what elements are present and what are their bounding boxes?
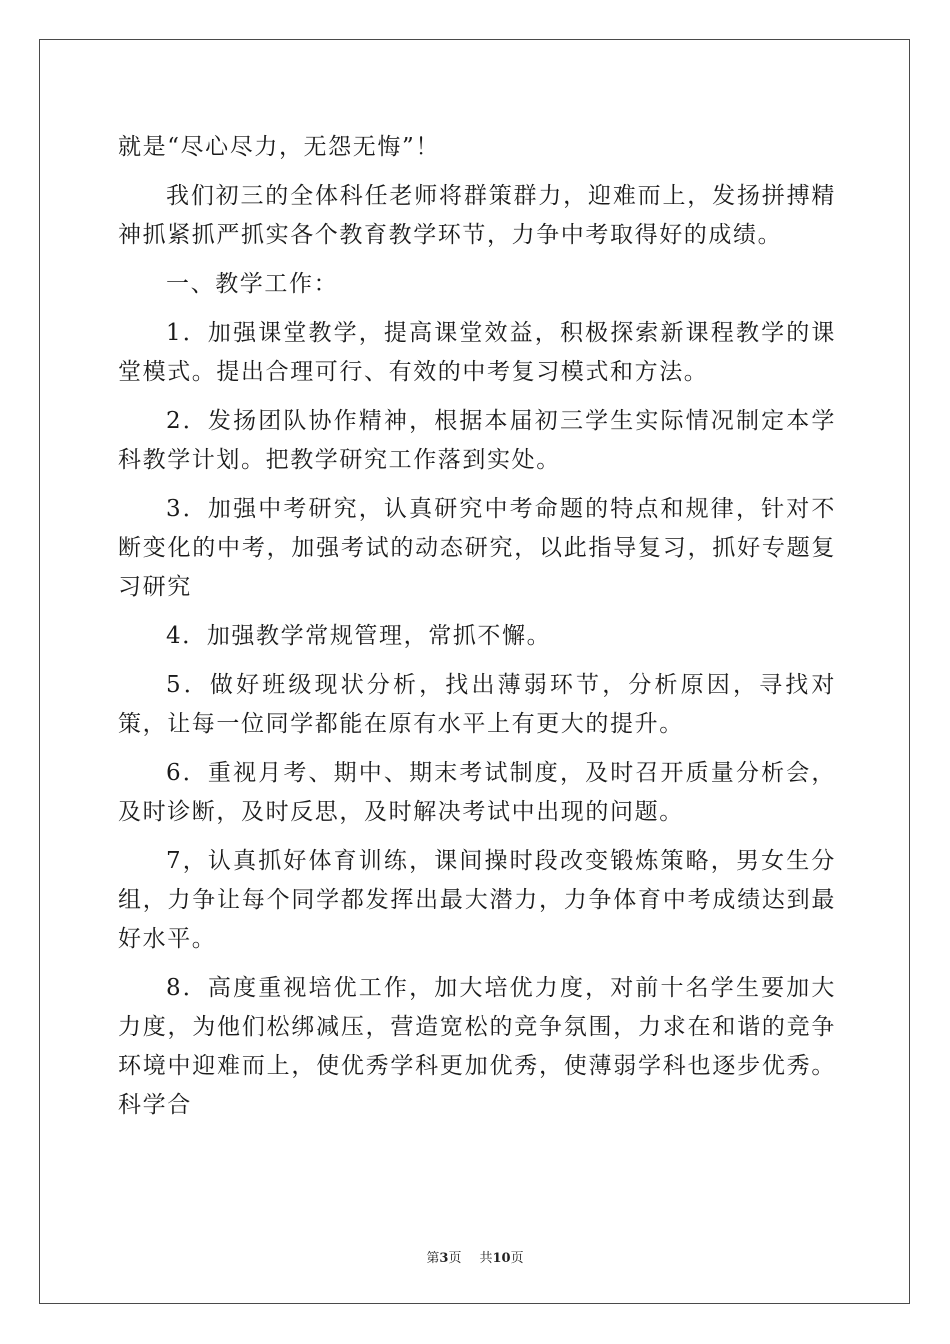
list-item: 2．发扬团队协作精神，根据本届初三学生实际情况制定本学科教学计划。把教学研究工作落到实处。 [118, 408, 836, 473]
page-footer [0, 1247, 950, 1266]
list-item: 8．高度重视培优工作，加大培优力度，对前十名学生要加大力度，为他们松绑减压，营造宽松的竞争氛围，力求在和谐的竞争环境中迎难而上，使优秀学科更加优秀，使薄弱学科也逐步优秀。科学合 [118, 975, 836, 1118]
page-current: 3 [439, 1251, 449, 1266]
document-body [118, 128, 836, 1135]
page-prefix: 第 [426, 1251, 440, 1266]
page-suffix: 页 [448, 1251, 462, 1266]
list-item: 1．加强课堂教学，提高课堂效益，积极探索新课程教学的课堂模式。提出合理可行、有效的中考复习模式和方法。 [118, 320, 836, 385]
list-item: 6．重视月考、期中、期末考试制度，及时召开质量分析会，及时诊断，及时反思，及时解决考试中出现的问题。 [118, 760, 836, 825]
list-item: 4．加强教学常规管理，常抓不懈。 [166, 623, 552, 649]
section-heading: 一、教学工作： [166, 271, 339, 297]
list-item: 5．做好班级现状分析，找出薄弱环节，分析原因，寻找对策，让每一位同学都能在原有水平上有更大的提升。 [118, 672, 836, 737]
total-suffix: 页 [510, 1251, 524, 1266]
list-item: 7，认真抓好体育训练，课间操时段改变锻炼策略，男女生分组，力争让每个同学都发挥出最大潜力，力争体育中考成绩达到最好水平。 [118, 848, 836, 952]
list-item: 3．加强中考研究，认真研究中考命题的特点和规律，针对不断变化的中考，加强考试的动态研究，以此指导复习，抓好专题复习研究 [118, 496, 836, 600]
paragraph: 我们初三的全体科任老师将群策群力，迎难而上，发扬拼搏精神抓紧抓严抓实各个教育教学环节，力争中考取得好的成绩。 [118, 183, 836, 248]
page-total: 10 [492, 1251, 511, 1266]
total-prefix: 共 [479, 1251, 493, 1266]
paragraph: 就是“尽心尽力，无怨无悔”！ [118, 134, 440, 160]
